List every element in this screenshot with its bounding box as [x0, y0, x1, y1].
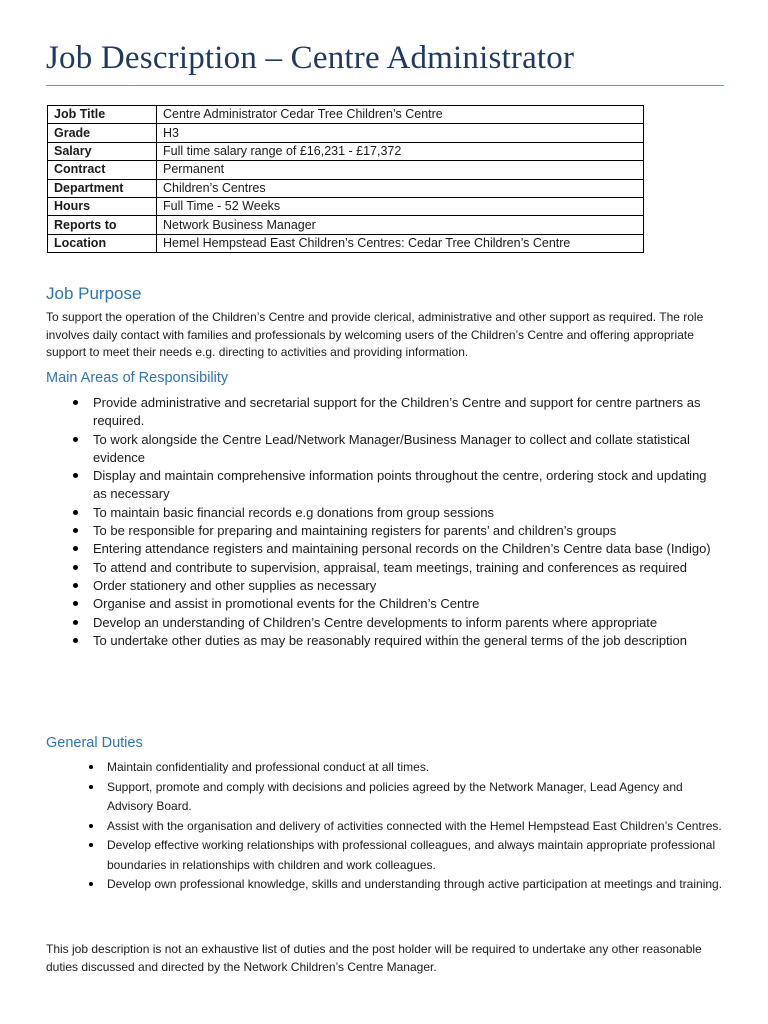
list-item-text: To maintain basic financial records e.g donations from group sessions [93, 504, 495, 520]
list-item-text: Provide administrative and secretarial support for the Children’s Centre and support for centre partners as required. [93, 395, 701, 429]
table-row [48, 124, 644, 142]
list-item-text: To be responsible for preparing and maintaining registers for parents’ and children’s groups [93, 523, 617, 539]
job-purpose-text: To support the operation of the Children’s Centre and provide clerical, administrative and other support as required. The role involves daily contact with families and professionals by welcoming users of the Children’s Centre and offering appropriate support to meet their needs e.g. directing to activities and providing information. [46, 310, 704, 360]
list-item-text: To work alongside the Centre Lead/Network Manager/Business Manager to collect and collate statistical evidence [93, 431, 690, 465]
row-value-location: Hemel Hempstead East Children’s Centres: Cedar Tree Children’s Centre [157, 234, 644, 252]
list-item-text: Display and maintain comprehensive information points throughout the centre, ordering stock and updating as necessary [93, 468, 707, 502]
title-underline [46, 85, 724, 86]
list-item [73, 595, 723, 613]
general-duties-heading: General Duties [46, 735, 143, 751]
bullet-icon [73, 601, 78, 606]
row-value-grade: H3 [157, 124, 644, 142]
bullet-icon [73, 528, 78, 533]
list-item [73, 504, 723, 522]
list-item [73, 577, 723, 595]
table-row [48, 106, 644, 124]
job-info-table [47, 105, 644, 253]
bullet-icon [89, 765, 93, 769]
table-row [48, 179, 644, 197]
bullet-icon [89, 843, 93, 847]
main-areas-heading: Main Areas of Responsibility [46, 370, 229, 386]
list-item [89, 836, 729, 875]
row-label-contract: Contract [48, 161, 157, 179]
list-item-text: To attend and contribute to supervision, appraisal, team meetings, training and conferences as required [93, 559, 688, 575]
table-row [48, 216, 644, 234]
job-purpose-heading: Job Purpose [46, 284, 142, 303]
list-item [73, 614, 723, 632]
document-title: Job Description – Centre Administrator [46, 40, 575, 76]
row-label-job-title: Job Title [48, 106, 157, 124]
footer-note: This job description is not an exhaustive list of duties and the post holder will be required to undertake any other reasonable duties discussed and directed by the Network Children’s Centre Manager. [46, 942, 702, 974]
list-item-text: To undertake other duties as may be reasonably required within the general terms of the job description [93, 632, 688, 648]
list-item [73, 632, 723, 650]
row-value-department: Children’s Centres [157, 179, 644, 197]
table-row [48, 161, 644, 179]
bullet-icon [89, 882, 93, 886]
list-item-text: Develop effective working relationships with professional colleagues, and always maintain appropriate professional boundaries in relationships with children and work colleagues. [107, 838, 716, 872]
list-item-text: Order stationery and other supplies as necessary [93, 577, 377, 593]
list-item [89, 875, 729, 895]
bullet-icon [73, 546, 78, 551]
list-item-text: Develop an understanding of Children’s Centre developments to inform parents where appropriate [93, 614, 658, 630]
table-row [48, 142, 644, 160]
list-item-text: Entering attendance registers and maintaining personal records on the Children’s Centre data base (Indigo) [93, 541, 711, 557]
list-item [73, 559, 723, 577]
list-item-text: Organise and assist in promotional events for the Children’s Centre [93, 596, 480, 612]
list-item [89, 758, 729, 778]
bullet-icon [73, 400, 78, 405]
row-label-salary: Salary [48, 142, 157, 160]
list-item-text: Assist with the organisation and delivery of activities connected with the Hemel Hempstead East Children’s Centres. [107, 818, 722, 833]
bullet-icon [73, 620, 78, 625]
bullet-icon [73, 638, 78, 643]
row-value-reports-to: Network Business Manager [157, 216, 644, 234]
bullet-icon [73, 510, 78, 515]
row-label-department: Department [48, 179, 157, 197]
bullet-icon [73, 565, 78, 570]
list-item-text: Develop own professional knowledge, skills and understanding through active participation at meetings and training. [107, 877, 723, 891]
list-item-text: Maintain confidentiality and professional conduct at all times. [107, 760, 430, 774]
list-item [73, 522, 723, 540]
bullet-icon [73, 437, 78, 442]
main-areas-list [73, 394, 723, 650]
bullet-icon [89, 824, 93, 828]
list-item [89, 817, 729, 837]
row-label-grade: Grade [48, 124, 157, 142]
row-value-contract: Permanent [157, 161, 644, 179]
list-item-text: Support, promote and comply with decisions and policies agreed by the Network Manager, Lead Agency and Advisory Board. [107, 779, 683, 813]
table-row [48, 234, 644, 252]
list-item [73, 540, 723, 558]
list-item [73, 394, 723, 431]
table-row [48, 197, 644, 215]
bullet-icon [89, 785, 93, 789]
bullet-icon [73, 583, 78, 588]
row-label-location: Location [48, 234, 157, 252]
row-label-reports-to: Reports to [48, 216, 157, 234]
row-value-job-title: Centre Administrator Cedar Tree Children’s Centre [157, 106, 644, 124]
row-label-hours: Hours [48, 197, 157, 215]
row-value-hours: Full Time - 52 Weeks [157, 197, 644, 215]
list-item [73, 431, 723, 468]
bullet-icon [73, 473, 78, 478]
general-duties-list [89, 758, 729, 895]
list-item [89, 778, 729, 817]
list-item [73, 467, 723, 504]
row-value-salary: Full time salary range of £16,231 - £17,372 [157, 142, 644, 160]
